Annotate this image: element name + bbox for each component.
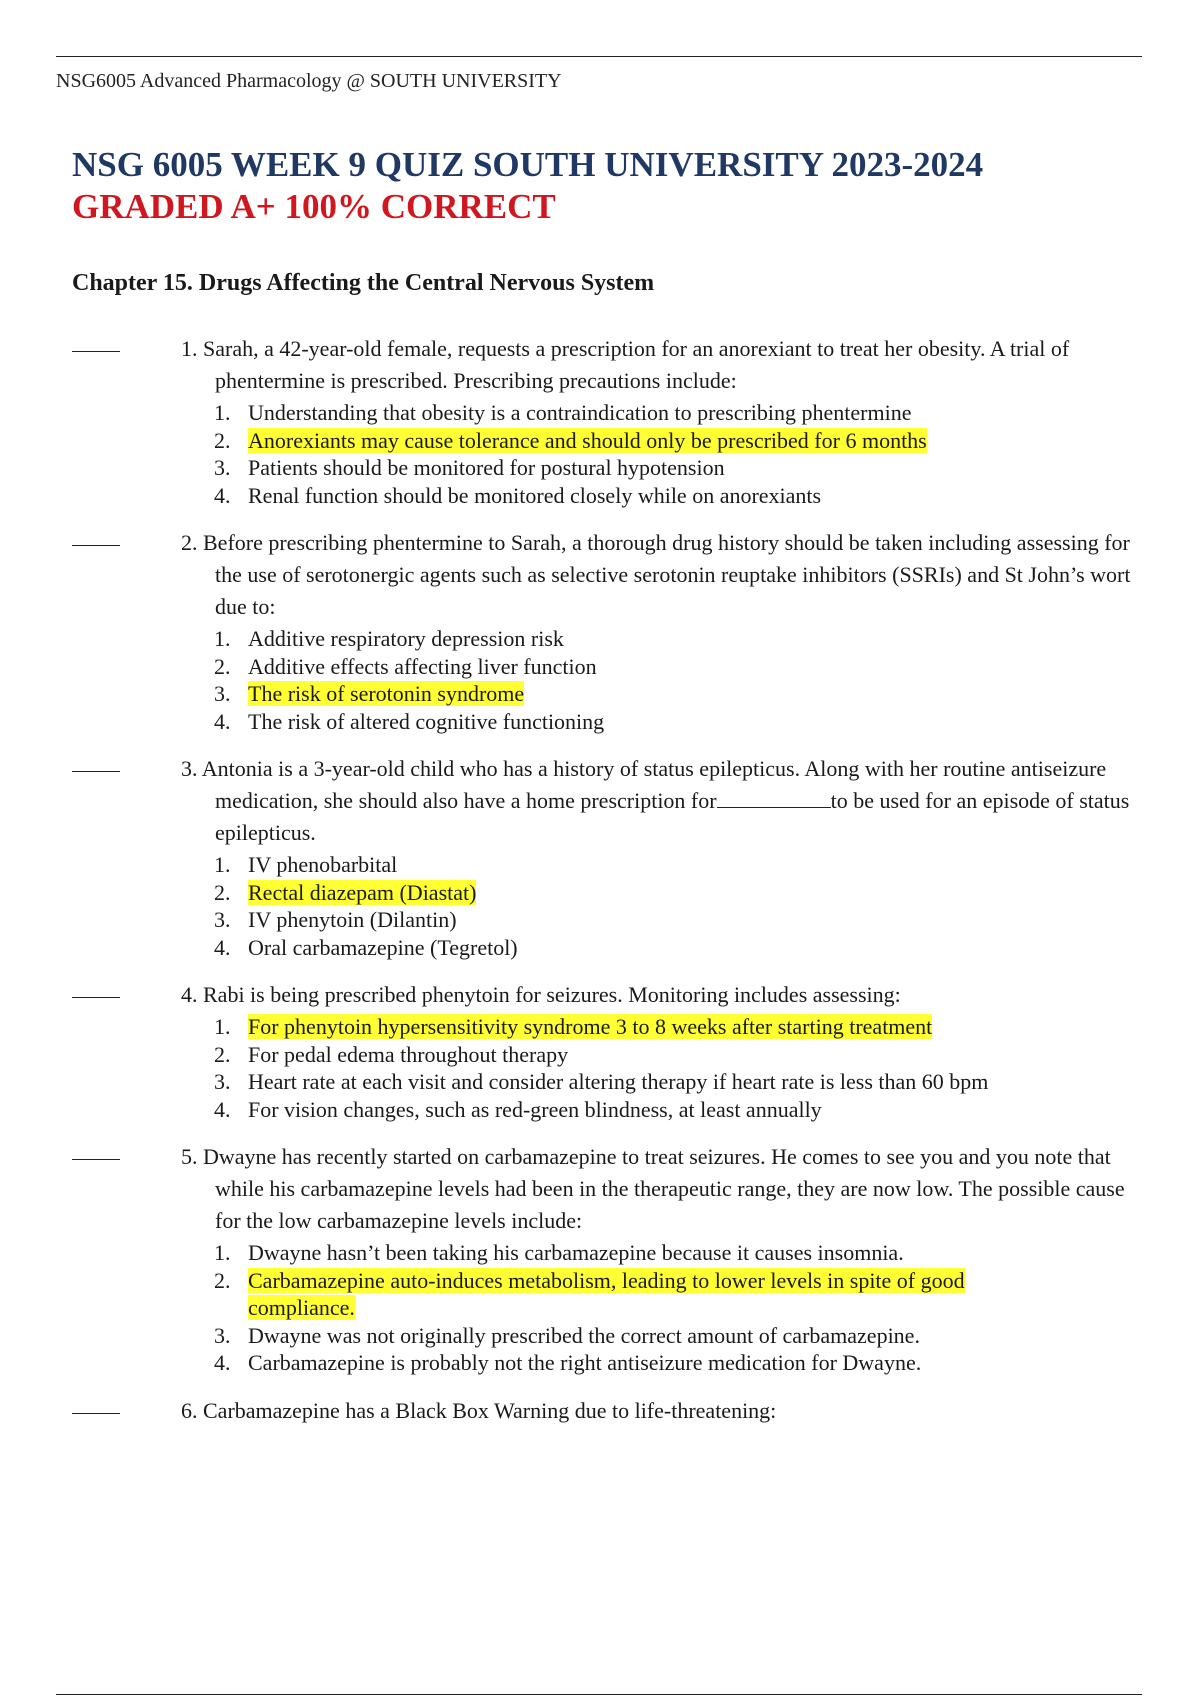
option-text: Oral carbamazepine (Tegretol) <box>248 934 518 960</box>
running-header: NSG6005 Advanced Pharmacology @ SOUTH UNIVERSITY <box>56 70 562 92</box>
option-text: Additive respiratory depression risk <box>248 626 564 651</box>
option <box>214 851 1132 879</box>
option <box>214 708 1132 736</box>
document-title <box>72 144 983 228</box>
option-number: 4. <box>214 1350 231 1375</box>
option-text: Dwayne hasn’t been taking his carbamazepine because it causes insomnia. <box>248 1240 904 1265</box>
stem-before: 3. Antonia is a 3-year-old child who has a history of status epilepticus. Along with her routine antiseizure medication, she should also have a home prescription for <box>181 756 1107 813</box>
option <box>214 1068 1024 1096</box>
option-text: For pedal edema throughout therapy <box>248 1041 569 1067</box>
header-rule <box>56 56 1142 57</box>
highlighted-answer: Carbamazepine auto-induces metabolism, leading to lower levels in spite of good compliance. <box>248 1267 965 1320</box>
option-text: Patients should be monitored for postural hypotension <box>248 455 725 480</box>
option-list <box>181 1013 1024 1123</box>
option-text: For vision changes, such as red-green blindness, at least annually <box>248 1096 822 1122</box>
option-number: 3. <box>214 1322 231 1348</box>
option <box>214 1349 1034 1377</box>
question-4 <box>72 979 1132 1123</box>
option <box>214 625 1132 653</box>
question-list <box>72 333 1132 1445</box>
title-line-2: GRADED A+ 100% CORRECT <box>72 187 556 226</box>
option-text: Carbamazepine is probably not the right antiseizure medication for Dwayne. <box>248 1350 922 1375</box>
option-number: 1. <box>214 626 231 651</box>
fill-in-blank <box>717 787 831 808</box>
option-text: Renal function should be monitored closely while on anorexiants <box>248 482 822 508</box>
option-correct <box>214 427 1132 455</box>
option-text: IV phenytoin (Dilantin) <box>248 907 457 932</box>
option-number: 3. <box>214 455 231 480</box>
option-text: Heart rate at each visit and consider altering therapy if heart rate is less than 60 bpm <box>248 1069 989 1094</box>
question-2 <box>72 527 1132 735</box>
option-correct <box>214 680 1132 708</box>
question-stem <box>181 753 1132 849</box>
chapter-heading: Chapter 15. Drugs Affecting the Central Nervous System <box>72 270 655 296</box>
option-list <box>181 625 1132 735</box>
highlighted-answer: Anorexiants may cause tolerance and should only be prescribed for 6 months <box>248 427 927 453</box>
option-text: IV phenobarbital <box>248 852 398 877</box>
option <box>214 454 1132 482</box>
option <box>214 482 1132 510</box>
question-stem: 4. Rabi is being prescribed phenytoin for seizures. Monitoring includes assessing: <box>181 982 901 1007</box>
answer-blank <box>72 1413 120 1414</box>
answer-blank <box>72 771 120 772</box>
question-stem: 5. Dwayne has recently started on carbamazepine to treat seizures. He comes to see you and you note that while his carbamazepine levels had been in the therapeutic range, they are now low. The possible cause for the low carbamazepine levels include: <box>181 1144 1125 1233</box>
option-number: 1. <box>214 400 231 425</box>
option-number: 2. <box>214 653 231 679</box>
option-list <box>181 851 1132 961</box>
option-list <box>181 399 1132 509</box>
answer-blank <box>72 1159 120 1160</box>
option <box>214 1322 1034 1350</box>
option-number: 4. <box>214 482 231 508</box>
option-number: 4. <box>214 1096 231 1122</box>
option-number: 3. <box>214 681 231 706</box>
title-line-1: NSG 6005 WEEK 9 QUIZ SOUTH UNIVERSITY 2023-2024 <box>72 145 984 184</box>
option-number: 1. <box>214 852 231 877</box>
highlighted-answer: The risk of serotonin syndrome <box>248 681 525 706</box>
question-6 <box>72 1395 1132 1427</box>
option-number: 3. <box>214 907 231 932</box>
option-list <box>181 1239 1034 1377</box>
highlighted-answer: Rectal diazepam (Diastat) <box>248 879 477 905</box>
option-number: 4. <box>214 708 231 734</box>
option <box>214 399 1132 427</box>
option-number: 1. <box>214 1014 231 1039</box>
option <box>214 1041 1024 1069</box>
question-3 <box>72 753 1132 961</box>
option-number: 2. <box>214 1267 231 1293</box>
answer-blank <box>72 997 120 998</box>
answer-blank <box>72 351 120 352</box>
option-correct <box>214 879 1132 907</box>
option <box>214 906 1132 934</box>
option <box>214 934 1132 962</box>
highlighted-answer: For phenytoin hypersensitivity syndrome 3 to 8 weeks after starting treatment <box>248 1014 933 1039</box>
stem-after: to be used for an episode of status epilepticus. <box>215 788 1130 845</box>
footer-rule <box>56 1694 1142 1695</box>
option-text: The risk of altered cognitive functioning <box>248 708 605 734</box>
question-stem: 1. Sarah, a 42-year-old female, requests a prescription for an anorexiant to treat her obesity. A trial of phentermine is prescribed. Prescribing precautions include: <box>181 336 1070 393</box>
option-number: 4. <box>214 934 231 960</box>
option-number: 2. <box>214 1041 231 1067</box>
question-1 <box>72 333 1132 509</box>
option <box>214 1239 1034 1267</box>
option-correct <box>214 1013 1024 1041</box>
option <box>214 1096 1024 1124</box>
option-number: 2. <box>214 427 231 453</box>
question-stem: 6. Carbamazepine has a Black Box Warning due to life-threatening: <box>181 1397 777 1423</box>
option-correct <box>214 1267 1034 1322</box>
question-stem: 2. Before prescribing phentermine to Sarah, a thorough drug history should be taken including assessing for the use of serotonergic agents such as selective serotonin reuptake inhibitors (SSRIs) and St John’s wort due to: <box>181 530 1131 619</box>
option-text: Dwayne was not originally prescribed the correct amount of carbamazepine. <box>248 1322 920 1348</box>
option-number: 3. <box>214 1069 231 1094</box>
option-number: 2. <box>214 879 231 905</box>
answer-blank <box>72 545 120 546</box>
question-5 <box>72 1141 1132 1377</box>
option-text: Understanding that obesity is a contraindication to prescribing phentermine <box>248 400 912 425</box>
option-number: 1. <box>214 1240 231 1265</box>
option <box>214 653 1132 681</box>
option-text: Additive effects affecting liver function <box>248 653 597 679</box>
